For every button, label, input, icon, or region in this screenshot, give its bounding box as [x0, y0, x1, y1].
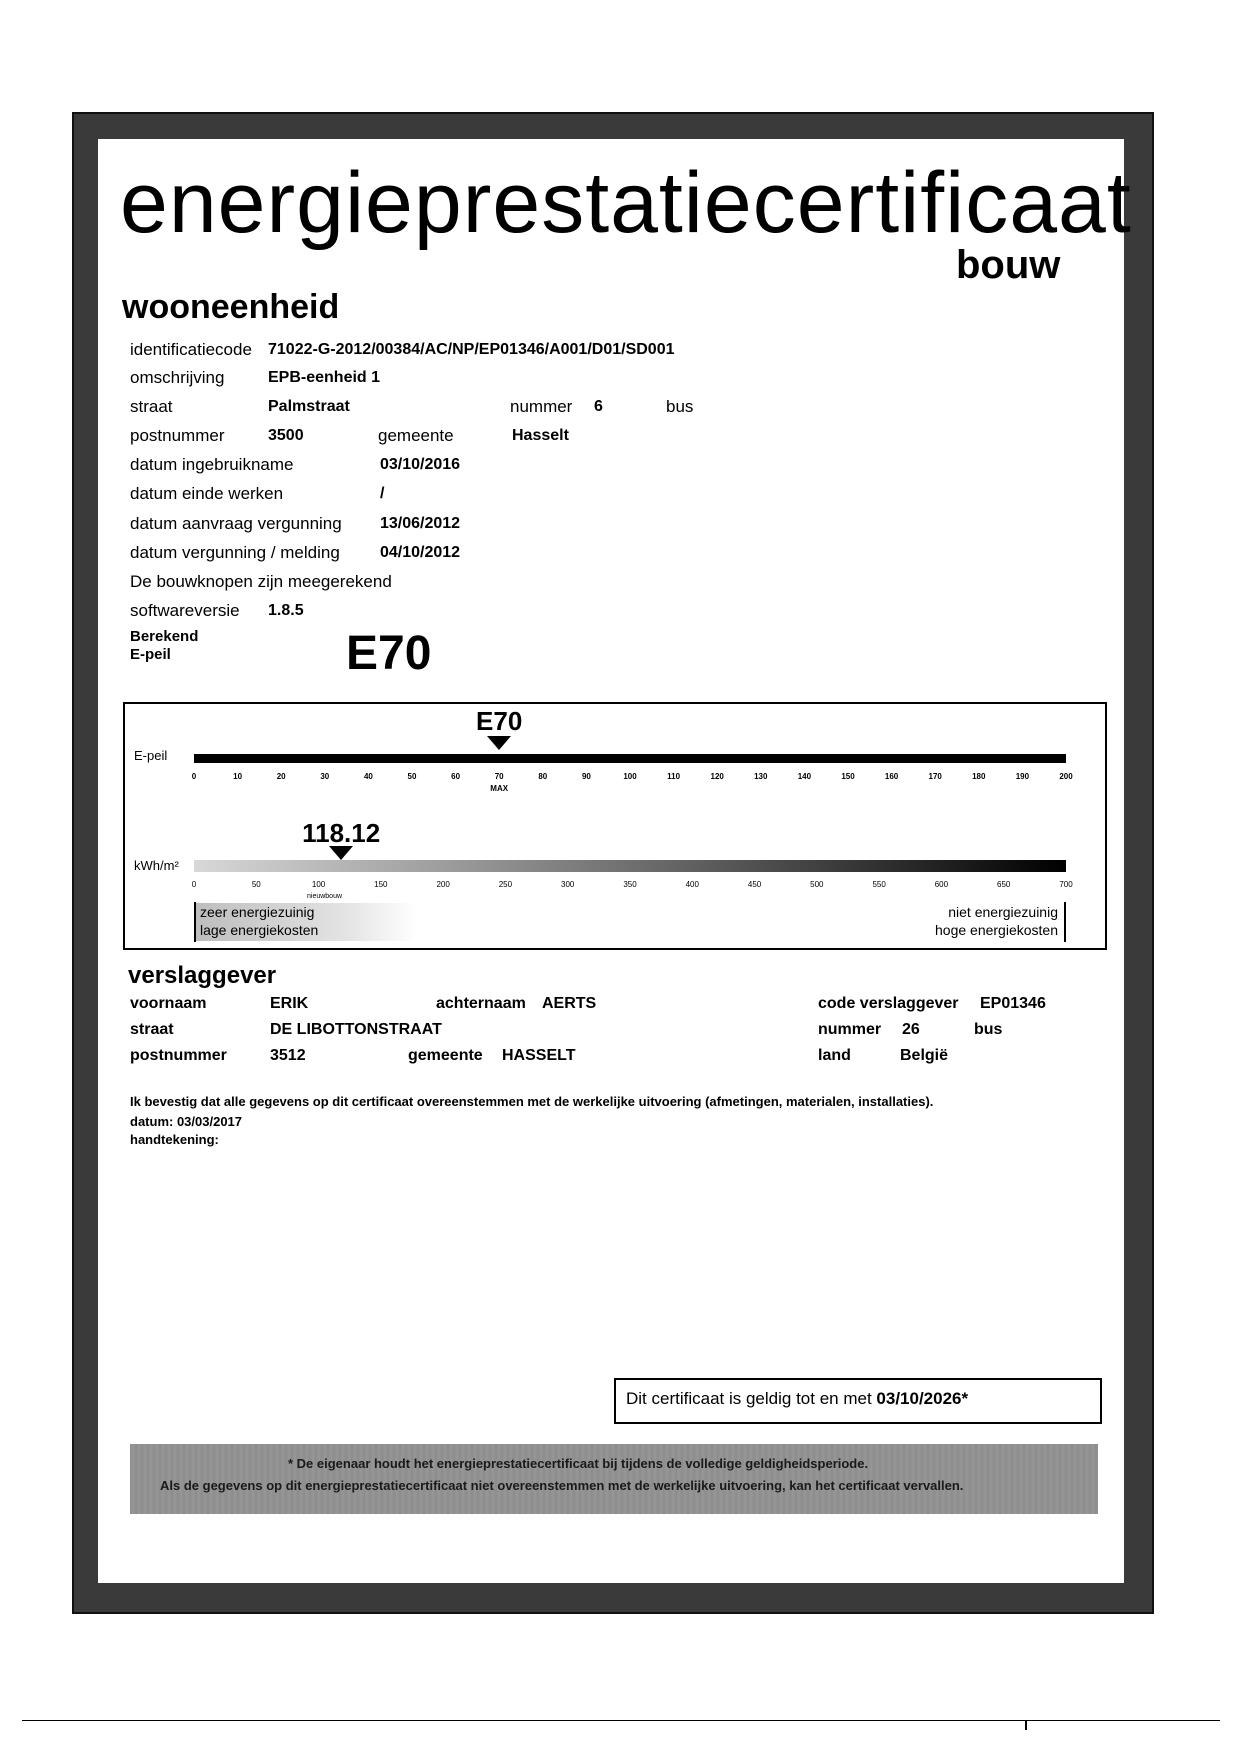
end-works-value: /: [380, 485, 385, 502]
calc-label-2: E-peil: [130, 646, 171, 663]
ep-tick-label: 170: [928, 772, 942, 781]
efficient-legend-line2: lage energiekosten: [200, 922, 319, 938]
kwh-tick-label: 250: [498, 880, 513, 889]
reporter-code-value: EP01346: [980, 995, 1046, 1012]
ep-tick-label: 30: [320, 772, 330, 781]
declaration-text: Ik bevestig dat alle gegevens op dit certificaat overeenstemmen met de werkelijke uitvoering (afmetingen, materialen, installaties).: [130, 1094, 934, 1109]
street-label: straat: [130, 397, 173, 416]
reporter-heading: verslaggever: [128, 962, 277, 989]
kwh-tick-label: 650: [997, 880, 1011, 889]
epeil-bar: [194, 754, 1066, 763]
epeil-marker-icon: [487, 736, 511, 750]
ep-tick-label: 90: [581, 772, 591, 781]
reporter-postcode-value: 3512: [270, 1047, 306, 1064]
kwh-tick-label: 50: [251, 880, 261, 889]
id-label: identificatiecode: [130, 340, 252, 359]
epeil-max-label: MAX: [490, 784, 509, 793]
reporter-country-value: België: [900, 1047, 949, 1064]
reporter-firstname-value: ERIK: [270, 995, 309, 1012]
reporter-number-label: nummer: [818, 1021, 882, 1038]
ep-tick-label: 130: [754, 772, 768, 781]
ep-tick-label: 80: [538, 772, 548, 781]
signature-label: handtekening:: [130, 1132, 219, 1147]
permit-request-label: datum aanvraag vergunning: [130, 514, 342, 533]
reporter-country-label: land: [818, 1047, 851, 1064]
description-label: omschrijving: [130, 368, 225, 387]
validity-date: 03/10/2026*: [876, 1389, 969, 1408]
page-bottom-tick: [1025, 1720, 1027, 1730]
kwh-marker-icon: [329, 846, 353, 860]
ep-tick-label: 50: [407, 772, 417, 781]
nieuwbouw-label: nieuwbouw: [307, 893, 343, 900]
description-value: EPB-eenheid 1: [268, 369, 381, 386]
certificate-title: energieprestatiecertificaat: [120, 155, 1132, 251]
commissioning-date-value: 03/10/2016: [380, 456, 461, 473]
page-bottom-rule: [22, 1720, 1220, 1721]
software-value: 1.8.5: [268, 602, 304, 619]
ep-tick-label: 160: [884, 772, 899, 781]
ep-tick-label: 40: [363, 772, 373, 781]
bus-label: bus: [666, 397, 694, 416]
reporter-number-value: 26: [902, 1021, 920, 1038]
ep-tick-label: 10: [233, 772, 243, 781]
municipality-label: gemeente: [378, 426, 454, 445]
calc-epeil-value: E70: [346, 627, 432, 680]
epeil-marker-label: E70: [476, 706, 523, 736]
kwh-tick-label: 700: [1059, 880, 1073, 889]
ep-tick-label: 190: [1015, 772, 1030, 781]
kwh-tick-label: 100: [311, 880, 326, 889]
kwh-tick-label: 550: [872, 880, 886, 889]
end-works-label: datum einde werken: [130, 484, 284, 503]
reporter-lastname-value: AERTS: [542, 995, 597, 1012]
kwh-bar: [194, 860, 1066, 872]
software-label: softwareversie: [130, 601, 240, 620]
permit-date-value: 04/10/2012: [380, 544, 461, 561]
kwh-tick-label: 600: [934, 880, 949, 889]
efficient-legend-line: [194, 902, 196, 942]
note-line-1: * De eigenaar houdt het energieprestatiecertificaat bij tijdens de volledige geldigheidsperiode.: [288, 1456, 869, 1471]
efficient-legend-line1: zeer energiezuinig: [200, 904, 315, 920]
reporter-street-value: DE LIBOTTONSTRAAT: [270, 1021, 442, 1038]
inefficient-legend-line1: niet energiezuinig: [948, 904, 1058, 920]
declaration-date: datum: 03/03/2017: [130, 1114, 243, 1129]
municipality-value: Hasselt: [512, 427, 569, 444]
kwh-tick-label: 350: [623, 880, 637, 889]
unit-heading: wooneenheid: [122, 288, 340, 326]
reporter-code-label: code verslaggever: [818, 995, 959, 1012]
postcode-label: postnummer: [130, 426, 225, 445]
reporter-municipality-value: HASSELT: [502, 1047, 576, 1064]
street-value: Palmstraat: [268, 398, 350, 415]
ep-tick-label: 100: [623, 772, 637, 781]
kwh-scale-label: kWh/m²: [134, 858, 179, 873]
ep-tick-label: 180: [972, 772, 986, 781]
ep-tick-label: 0: [191, 772, 197, 781]
permit-request-value: 13/06/2012: [380, 515, 461, 532]
reporter-street-label: straat: [130, 1021, 174, 1038]
ep-tick-label: 120: [710, 772, 724, 781]
kwh-tick-label: 150: [374, 880, 388, 889]
permit-date-label: datum vergunning / melding: [130, 543, 340, 562]
building-nodes-note: De bouwknopen zijn meegerekend: [130, 572, 392, 591]
epeil-scale-label: E-peil: [134, 748, 168, 763]
postcode-value: 3500: [268, 427, 304, 444]
id-value: 71022-G-2012/00384/AC/NP/EP01346/A001/D01/SD001: [268, 341, 675, 358]
ep-tick-label: 200: [1059, 772, 1073, 781]
inefficient-legend-line: [1064, 902, 1066, 942]
number-value: 6: [594, 398, 603, 415]
certificate-subtitle: bouw: [956, 243, 1061, 287]
ep-tick-label: 110: [667, 772, 681, 781]
kwh-tick-label: 500: [810, 880, 824, 889]
reporter-municipality-label: gemeente: [408, 1047, 483, 1064]
kwh-tick-label: 0: [191, 880, 197, 889]
reporter-lastname-label: achternaam: [436, 995, 526, 1012]
kwh-tick-label: 450: [747, 880, 762, 889]
reporter-firstname-label: voornaam: [130, 995, 207, 1012]
kwh-tick-label: 400: [685, 880, 699, 889]
kwh-tick-label: 300: [561, 880, 575, 889]
ep-tick-label: 60: [451, 772, 461, 781]
reporter-postcode-label: postnummer: [130, 1047, 227, 1064]
reporter-bus-label: bus: [974, 1021, 1003, 1038]
note-line-2: Als de gegevens op dit energieprestatiecertificaat niet overeenstemmen met de werkelijke uitvoering, kan het certificaat vervallen.: [160, 1478, 964, 1493]
ep-tick-label: 20: [276, 772, 286, 781]
calc-label-1: Berekend: [130, 628, 199, 645]
ep-tick-label: 140: [797, 772, 812, 781]
kwh-marker-label: 118.12: [302, 818, 381, 848]
validity-text: [626, 1389, 968, 1409]
commissioning-date-label: datum ingebruikname: [130, 455, 294, 474]
kwh-tick-label: 200: [436, 880, 450, 889]
validity-prefix: Dit certificaat is geldig tot en met: [626, 1389, 872, 1408]
ep-tick-label: 150: [841, 772, 855, 781]
number-label: nummer: [510, 397, 573, 416]
inefficient-legend-line2: hoge energiekosten: [935, 922, 1058, 938]
ep-tick-label: 70: [494, 772, 504, 781]
